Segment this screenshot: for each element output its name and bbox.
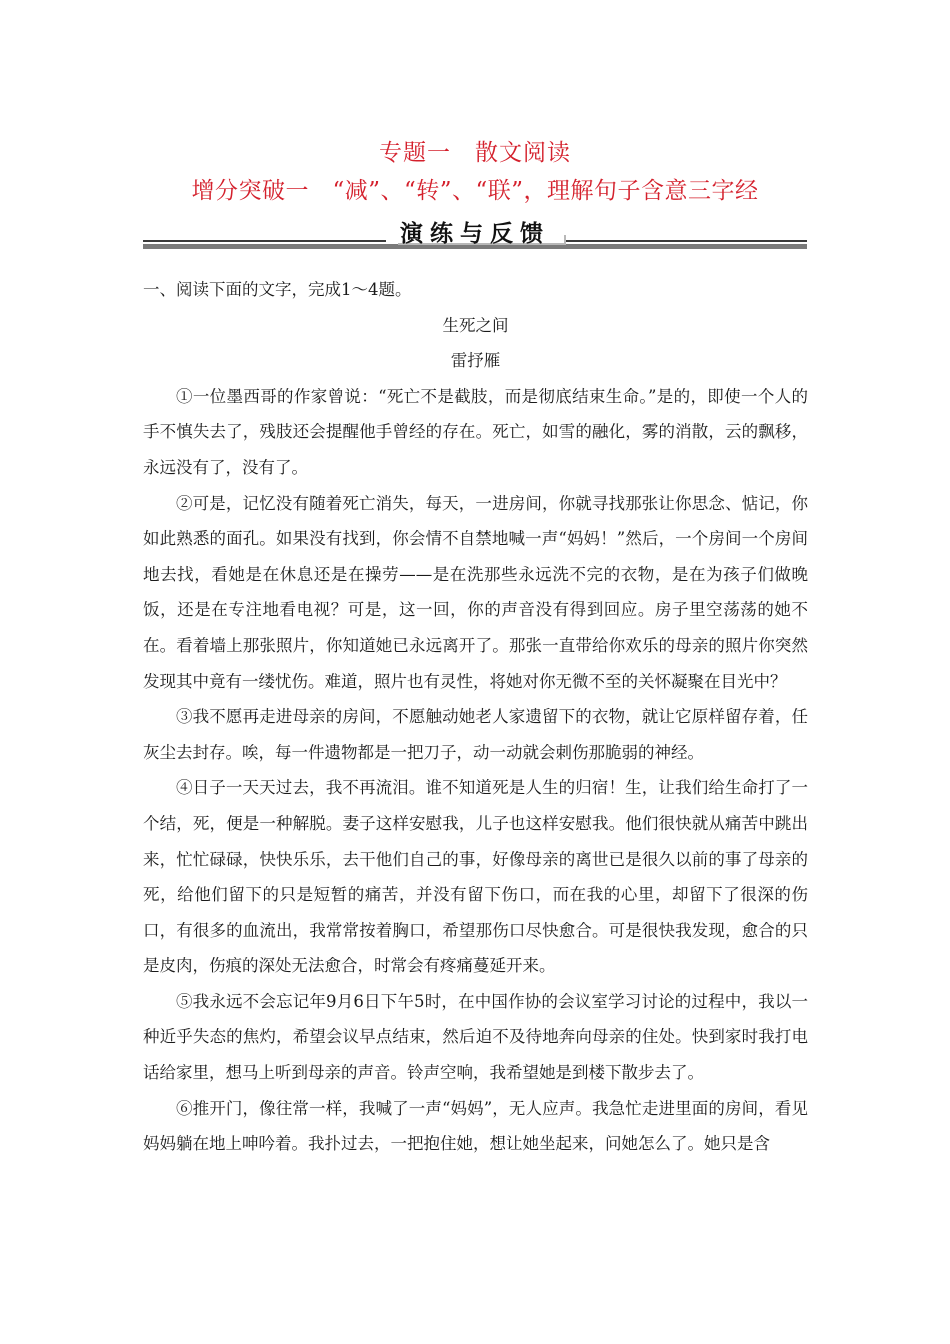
section-banner [143,213,807,249]
article-title: 生死之间 [442,315,509,335]
banner-tag [386,213,564,247]
paragraph-6: ⑥推开门，像往常一样，我喊了一声“妈妈”，无人应声。我急忙走进里面的房间，看见妈妈躺在地上呻吟着。我扑过去，一把抱住她，想让她坐起来，问她怎么了。她只是含 [143,1098,808,1154]
paragraph-4: ④日子一天天过去，我不再流泪。谁不知道死是人生的归宿！生，让我们给生命打了一个结，死，便是一种解脱。妻子这样安慰我，儿子也这样安慰我。他们很快就从痛苦中跳出来，忙忙碌碌，快快乐乐，去干他们自己的事，好像母亲的离世已是很久以前的事了母亲的死，给他们留下的只是短暂的痛苦，并没有留下伤口，而在我的心里，却留下了很深的伤口，有很多的血流出，我常常按着胸口，希望那伤口尽快愈合。可是很快我发现，愈合的只是皮肉，伤痕的深处无法愈合，时常会有疼痛蔓延开来。 [143,778,808,976]
section-subtitle: 增分突破一 “减”、“转”、“联”，理解句子含意三字经 [191,178,759,204]
article-author: 雷抒雁 [450,351,501,371]
topic-title: 专题一 散文阅读 [379,140,571,166]
banner-label: 演练与反馈 [400,220,550,247]
exercise-instruction: 一、阅读下面的文字，完成1～4题。 [143,280,412,299]
paragraph-3: ③我不愿再走进母亲的房间，不愿触动她老人家遗留下的衣物，就让它原样留存着，任灰尘去封存。唉，每一件遗物都是一把刀子，动一动就会刺伤那脆弱的神经。 [143,707,808,762]
paragraph-1: ①一位墨西哥的作家曾说：“死亡不是截肢，而是彻底结束生命。”是的，即使一个人的手不慎失去了，残肢还会提醒他手曾经的存在。死亡，如雪的融化，雾的消散，云的飘移，永远没有了，没有了。 [143,386,808,477]
paragraph-5: ⑤我永远不会忘记年9月6日下午5时，在中国作协的会议室学习讨论的过程中，我以一种近乎失态的焦灼，希望会议早点结束，然后迫不及待地奔向母亲的住处。快到家时我打电话给家里，想马上听到母亲的声音。铃声空响，我希望她是到楼下散步去了。 [143,991,808,1083]
exercise-body [143,272,808,1162]
paragraph-2: ②可是，记忆没有随着死亡消失，每天，一进房间，你就寻找那张让你思念、惦记，你如此熟悉的面孔。如果没有找到，你会情不自禁地喊一声“妈妈！”然后，一个房间一个房间地去找，看她是在休息还是在操劳——是在洗那些永远洗不完的衣物，是在为孩子们做晚饭，还是在专注地看电视？可是，这一回，你的声音没有得到回应。房子里空荡荡的她不在。看着墙上那张照片，你知道她已永远离开了。那张一直带给你欢乐的母亲的照片你突然发现其中竟有一缕忧伤。难道，照片也有灵性，将她对你无微不至的关怀凝聚在目光中？ [143,493,808,691]
